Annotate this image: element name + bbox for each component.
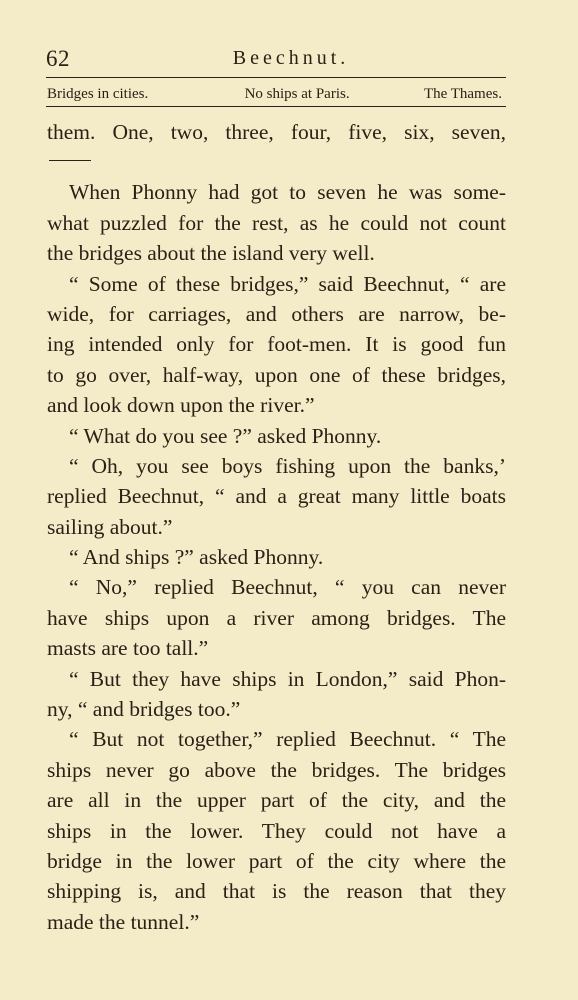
text-line: sailing about.” — [47, 514, 173, 539]
topic-headings — [47, 85, 502, 103]
text-line: ing intended only for foot-men. It is good fun — [47, 332, 506, 357]
text-line: and look down upon the river.” — [47, 393, 315, 418]
section-break — [47, 147, 506, 177]
text-line: When Phonny had got to seven he was some- — [69, 180, 506, 205]
text-line: ships never go above the bridges. The bridges — [47, 757, 506, 782]
text-line: wide, for carriages, and others are narrow, be- — [47, 301, 506, 326]
topic-middle: No ships at Paris. — [244, 86, 350, 102]
text-line: “ Oh, you see boys fishing upon the banks,’ — [69, 453, 506, 478]
text-line: the bridges about the island very well. — [47, 241, 375, 266]
topic-left: Bridges in cities. — [47, 86, 149, 102]
text-line: masts are too tall.” — [47, 636, 209, 661]
text-line: “ No,” replied Beechnut, “ you can never — [69, 575, 506, 600]
text-line: have ships upon a river among bridges. The — [47, 605, 506, 630]
header-rule — [46, 77, 506, 78]
short-rule — [49, 160, 91, 161]
text-line: “ And ships ?” asked Phonny. — [69, 545, 324, 570]
running-title: Beechnut. — [232, 47, 350, 69]
text-line: “ What do you see ?” asked Phonny. — [69, 423, 382, 448]
text-line: to go over, half-way, upon one of these bridges, — [47, 362, 506, 387]
text-line: “ Some of these bridges,” said Beechnut, “ are — [69, 271, 506, 296]
topic-rule — [46, 106, 506, 107]
text-line: “ But they have ships in London,” said Phon- — [69, 666, 506, 691]
running-header — [46, 46, 506, 76]
text-line: ships in the lower. They could not have a — [47, 818, 506, 843]
text-line: replied Beechnut, “ and a great many little boats — [47, 484, 506, 509]
topic-right: The Thames. — [423, 86, 502, 102]
text-line: made the tunnel.” — [47, 909, 200, 934]
text-line: them. One, two, three, four, five, six, seven, — [47, 120, 506, 144]
text-line: “ But not together,” replied Beechnut. “ The — [69, 727, 506, 752]
body-text — [47, 117, 506, 937]
text-line: ny, “ and bridges too.” — [47, 697, 241, 722]
text-line: are all in the upper part of the city, and the — [47, 788, 506, 813]
text-line: bridge in the lower part of the city where the — [47, 848, 506, 873]
page-number: 62 — [46, 46, 70, 71]
text-line: what puzzled for the rest, as he could not count — [47, 210, 506, 235]
text-line: shipping is, and that is the reason that they — [47, 879, 506, 904]
